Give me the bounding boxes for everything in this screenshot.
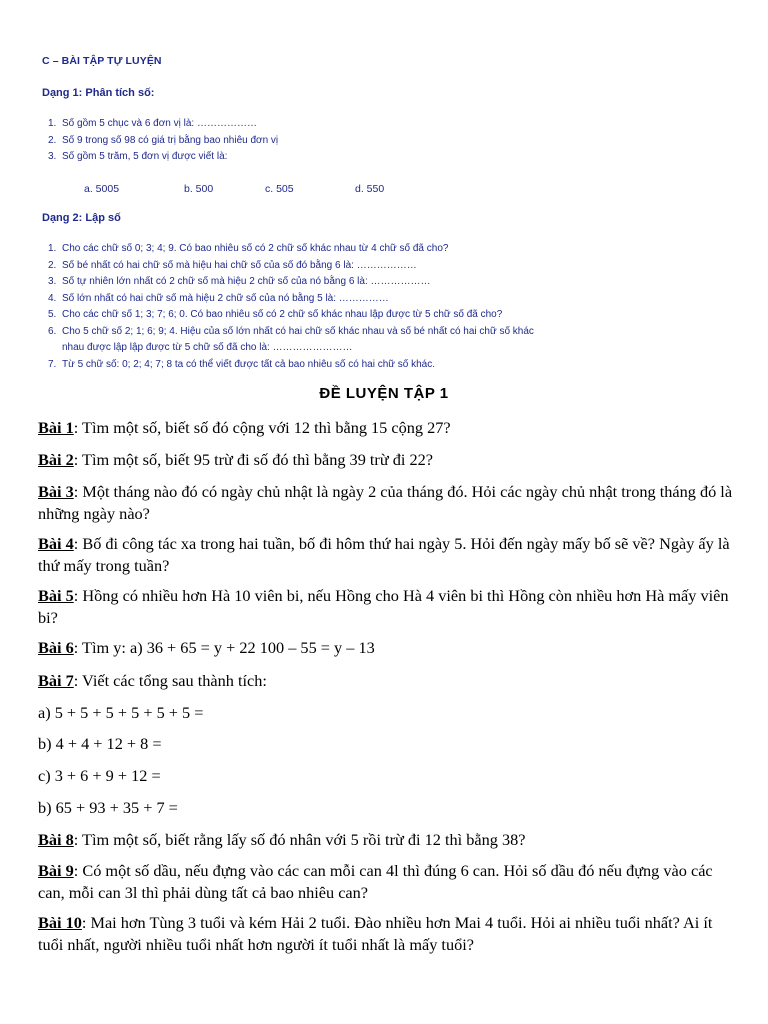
section-title: C – BÀI TẬP TỰ LUYỆN [42,55,162,67]
exercise-7c: c) 3 + 6 + 9 + 12 = [38,766,161,785]
exercise-7a: a) 5 + 5 + 5 + 5 + 5 + 5 = [38,703,204,722]
exercise-3: Bài 3: Một tháng nào đó có ngày chủ nhật là ngày 2 của tháng đó. Hỏi các ngày chủ nhật trong tháng đó là những ngày nào? [38,482,733,523]
list-item: 3. Số gồm 5 trăm, 5 đơn vị được viết là: [48,151,228,162]
exercise-7b: b) 4 + 4 + 12 + 8 = [38,734,162,753]
list-item-continuation: nhau được lập lập được từ 5 chữ số đã cho là: …………………… [62,342,353,353]
list-item: 1. Cho các chữ số 0; 3; 4; 9. Có bao nhiêu số có 2 chữ số khác nhau từ 4 chữ số đã cho? [48,243,449,254]
dang-2-heading: Dạng 2: Lập số [42,212,121,224]
dang-1-heading: Dạng 1: Phân tích số: [42,87,155,99]
dang-2-list [48,241,534,373]
option-a: a. 5005 [84,183,120,195]
exercise-10: Bài 10: Mai hơn Tùng 3 tuổi và kém Hải 2 tuổi. Đào nhiều hơn Mai 4 tuổi. Hỏi ai nhiều tuổi nhất? Ai ít tuổi nhất, người nhiều tuổi nhất hơn người ít tuổi nhất là mấy tuổi? [38,913,713,954]
list-item: 5. Cho các chữ số 1; 3; 7; 6; 0. Có bao nhiêu số có 2 chữ số khác nhau lập được từ 5 chữ số đã cho? [48,309,503,320]
list-item: 4. Số lớn nhất có hai chữ số mà hiệu 2 chữ số của nó bằng 5 là: …………… [48,292,389,304]
list-item: 1. Số gồm 5 chục và 6 đơn vị là: ……………… [48,118,257,129]
exercise-4: Bài 4: Bố đi công tác xa trong hai tuần, bố đi hôm thứ hai ngày 5. Hỏi đến ngày mấy bố sẽ về? Ngày ấy là thứ mấy trong tuần? [38,534,730,575]
list-item: 2. Số 9 trong số 98 có giá trị bằng bao nhiêu đơn vị [48,134,279,146]
list-item: 2. Số bé nhất có hai chữ số mà hiệu hai chữ số của số đó bằng 6 là: ……………… [48,259,417,271]
exercise-5: Bài 5: Hồng có nhiều hơn Hà 10 viên bi, nếu Hồng cho Hà 4 viên bi thì Hồng còn nhiều hơn Hà mấy viên bi? [38,586,729,627]
option-c: c. 505 [265,183,294,195]
dang-1-list [48,116,278,166]
exercise-1: Bài 1: Tìm một số, biết số đó cộng với 12 thì bằng 15 cộng 27? [38,418,451,437]
exercise-7d: b) 65 + 93 + 35 + 7 = [38,798,178,817]
exercise-2: Bài 2: Tìm một số, biết 95 trừ đi số đó thì bằng 39 trừ đi 22? [38,450,433,469]
option-b: b. 500 [184,183,214,195]
option-d: d. 550 [355,183,385,195]
exercise-7: Bài 7: Viết các tổng sau thành tích: [38,671,267,690]
exercise-8: Bài 8: Tìm một số, biết rằng lấy số đó nhân với 5 rồi trừ đi 12 thì bằng 38? [38,830,526,849]
list-item: 3. Số tự nhiên lớn nhất có 2 chữ số mà hiệu 2 chữ số của nó bằng 6 là: ……………… [48,276,431,287]
list-item: 6. Cho 5 chữ số 2; 1; 6; 9; 4. Hiệu của số lớn nhất có hai chữ số khác nhau và số bé nhất có hai chữ số khác [48,325,534,337]
list-item: 7. Từ 5 chữ số: 0; 2; 4; 7; 8 ta có thể viết được tất cả bao nhiêu số có hai chữ số khác. [48,358,435,370]
exercise-9: Bài 9: Có một số dầu, nếu đựng vào các can mỗi can 4l thì đúng 6 can. Hỏi số dầu đó nếu đựng vào các can, mỗi can 3l thì phải dùng tất cả bao nhiêu can? [38,861,713,902]
page-title: ĐỀ LUYỆN TẬP 1 [319,385,449,402]
exercise-6: Bài 6: Tìm y: a) 36 + 65 = y + 22 100 – 55 = y – 13 [38,638,375,657]
